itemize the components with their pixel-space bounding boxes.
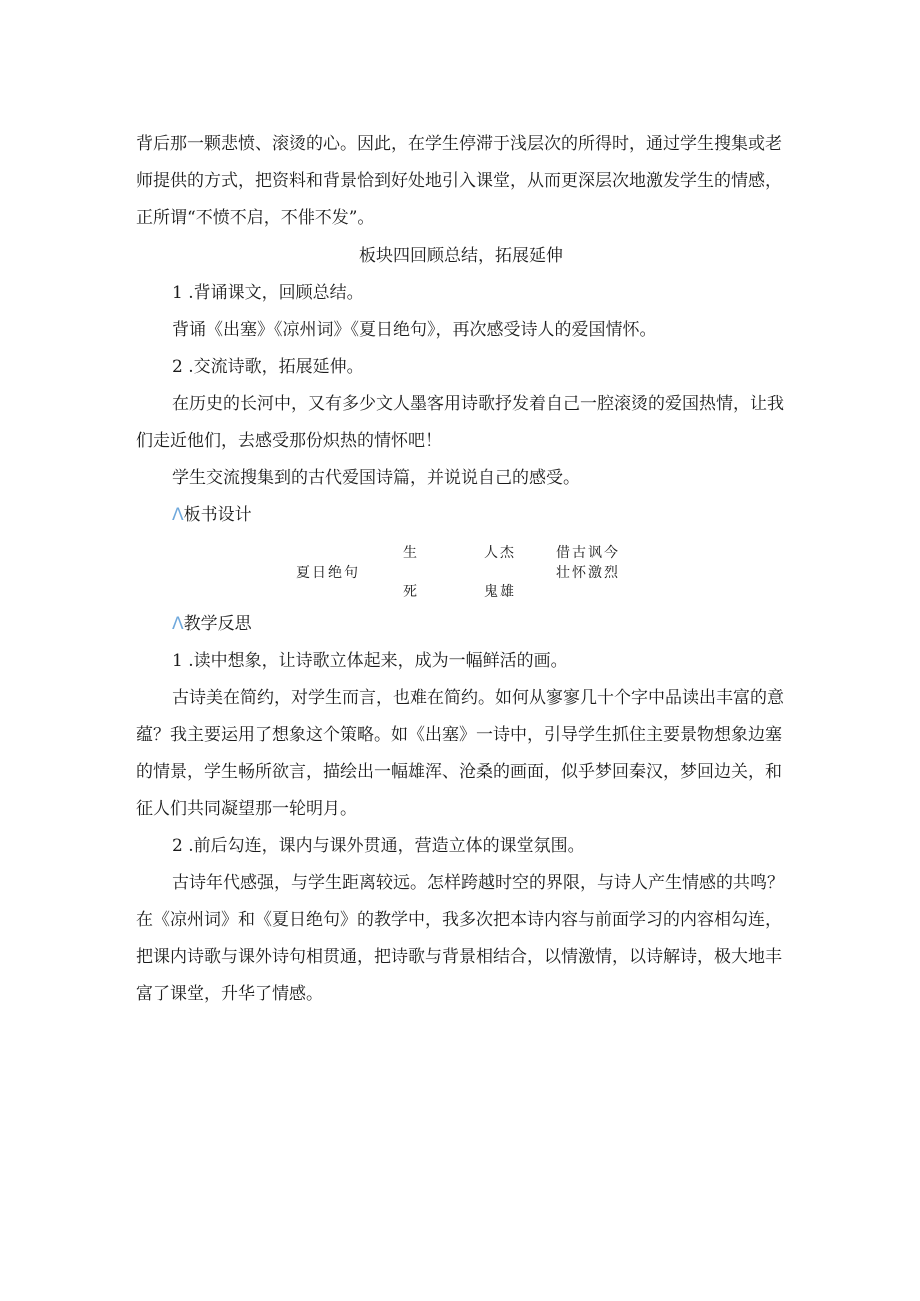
board-renjie: 人杰 [484,545,516,561]
list-item-2: 2 .交流诗歌，拓展延伸。 [172,357,364,377]
reflection-label: 教学反思 [183,614,252,634]
reflection-item-1-body: 古诗美在简约，对学生而言，也难在简约。如何从寥寥几十个字中品读出丰富的意蕴？我主要运用了想象这个策略。如《出塞》一诗中，引导学生抓住主要景物想象边塞的情景，学生畅所欲言，描绘出一幅雄浑、沧桑的画面，似乎梦回秦汉，梦回边关，和征人们共同凝望那一轮明月。 [136,688,784,819]
board-design-heading [136,497,786,534]
list-item-2-body: 在历史的长河中，又有多少文人墨客用诗歌抒发着自己一腔滚烫的爱国热情，让我们走近他们，去感受那份炽热的情怀吧！ [136,394,784,451]
board-guixiong: 鬼雄 [484,584,516,600]
intro-paragraph: 背后那一颗悲愤、滚烫的心。因此，在学生停滞于浅层次的所得时，通过学生搜集或老师提供的方式，把资料和背景恰到好处地引入课堂，从而更深层次地激发学生的情感，正所谓“不愤不启，不俳不发”。 [136,134,782,228]
list-item-1: 1 .背诵课文，回顾总结。 [172,283,364,303]
board-jiegu: 借古讽今 [556,545,620,561]
reflection-item-1: 1 .读中想象，让诗歌立体起来，成为一幅鲜活的画。 [172,651,568,671]
list-item-1-body: 背诵《出塞》《凉州词》《夏日绝句》，再次感受诗人的爱国情怀。 [172,320,657,340]
section-title: 板块四回顾总结，拓展延伸 [359,246,563,266]
board-title: 夏日绝句 [296,565,360,581]
board-si: 死 [403,584,419,600]
triangle-marker-icon: Λ [172,505,184,525]
reflection-item-2: 2 .前后勾连，课内与课外贯通，营造立体的课堂氛围。 [172,836,585,856]
reflection-heading [136,606,786,643]
board-sheng: 生 [403,545,419,561]
board-zhuanghuai: 壮怀激烈 [556,565,620,581]
list-item-2-body-2: 学生交流搜集到的古代爱国诗篇，并说说自己的感受。 [172,468,580,488]
reflection-item-2-body: 古诗年代感强，与学生距离较远。怎样跨越时空的界限，与诗人产生情感的共鸣？在《凉州词》和《夏日绝句》的教学中，我多次把本诗内容与前面学习的内容相勾连，把课内诗歌与课外诗句相贯通，把诗歌与背景相结合，以情激情，以诗解诗，极大地丰富了课堂，升华了情感。 [136,873,784,1004]
board-design-label: 板书设计 [183,505,252,525]
triangle-marker-icon: Λ [172,614,184,634]
